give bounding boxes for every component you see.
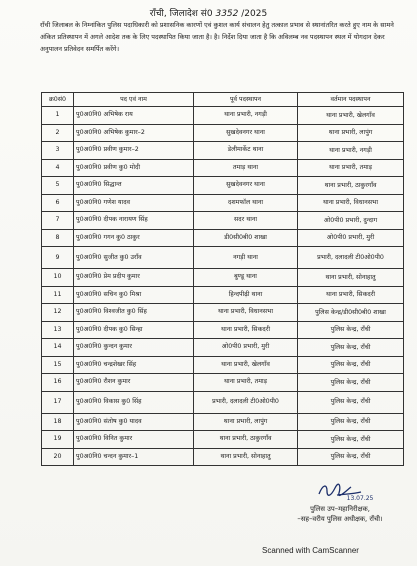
signature-date: 13.07.25	[346, 495, 374, 502]
cell-current-posting: थाना प्रभारी, लापुंग	[298, 124, 404, 142]
table-row	[42, 142, 404, 160]
cell-previous-posting: ओ0पी0 प्रभारी, मुरी	[194, 339, 298, 357]
cell-name: पु0अ0नि0 प्रेम प्रदीप कुमार	[74, 269, 194, 287]
cell-current-posting: पुलिस केन्द्र, राँची	[298, 339, 404, 357]
cell-name: पु0अ0नि0 अभिषेक राय	[74, 107, 194, 125]
cell-current-posting: पुलिस केन्द्र, राँची	[298, 413, 404, 431]
cell-previous-posting: थाना प्रभारी, विधानसभा	[194, 304, 298, 322]
order-number: 3352	[215, 9, 239, 19]
cell-name: पु0अ0नि0 गगन कु0 ठाकुर	[74, 229, 194, 247]
cell-previous-posting: थाना प्रभारी, लापुंग	[194, 413, 298, 431]
table-row	[42, 374, 404, 392]
cell-serial: 19	[42, 431, 74, 449]
header-serial: क्र0सं0	[42, 93, 74, 107]
cell-previous-posting: नगड़ी थाना	[194, 247, 298, 269]
table-row	[42, 247, 404, 269]
cell-previous-posting: थाना प्रभारी, सिकदरी	[194, 321, 298, 339]
cell-current-posting: थाना प्रभारी, नगड़ी	[298, 142, 404, 160]
cell-serial: 6	[42, 194, 74, 212]
table-row	[42, 304, 404, 322]
cell-serial: 5	[42, 177, 74, 195]
camscanner-watermark: Scanned with CamScanner	[262, 546, 359, 555]
cell-name: पु0अ0नि0 दीपक कु0 सिन्हा	[74, 321, 194, 339]
cell-name: पु0अ0नि0 विनित कुमार	[74, 431, 194, 449]
table-row	[42, 431, 404, 449]
cell-name: पु0अ0नि0 चन्दन कुमार–1	[74, 448, 194, 466]
cell-serial: 12	[42, 304, 74, 322]
cell-serial: 15	[42, 356, 74, 374]
table-row	[42, 413, 404, 431]
table-row	[42, 194, 404, 212]
cell-name: पु0अ0नि0 गणेश यादव	[74, 194, 194, 212]
cell-previous-posting: सुखदेवनगर थाना	[194, 177, 298, 195]
cell-previous-posting: थाना प्रभारी, तमाड़	[194, 374, 298, 392]
cell-current-posting: पुलिस केन्द्र, राँची	[298, 356, 404, 374]
cell-serial: 11	[42, 286, 74, 304]
cell-serial: 18	[42, 413, 74, 431]
intro-paragraph: राँची जिलाबल के निम्नांकित पुलिस पदाधिकारी को प्रशासनिक कारणों एवं कुशल कार्य संचालन हेतु तत्काल प्रभाव से स्थानांतरित करते हुए नाम के सामने अंकित प्रतिस्थापन में अगले आदेश तक के लिए पदस्थापित किया जाता है। है। निर्देश दिया जाता है कि अविलम्ब नव पदस्थापन स्थल में योगदान देकर अनुपालन प्रतिवेदन समर्पित करेंगे।	[40, 21, 394, 53]
cell-previous-posting: थाना प्रभारी, खेलगाँव	[194, 356, 298, 374]
cell-serial: 10	[42, 269, 74, 287]
table-row	[42, 448, 404, 466]
cell-current-posting: पुलिस केन्द्र, राँची	[298, 431, 404, 449]
cell-name: पु0अ0नि0 सचिन कु0 मिश्रा	[74, 286, 194, 304]
cell-previous-posting: डेलीमार्केट थाना	[194, 142, 298, 160]
cell-name: पु0अ0नि0 सिद्धान्त	[74, 177, 194, 195]
header-previous-posting: पूर्व पदस्थापन	[194, 93, 298, 107]
cell-name: पु0अ0नि0 विश्वजीत कु0 सिंह	[74, 304, 194, 322]
table-row	[42, 124, 404, 142]
table-row	[42, 229, 404, 247]
cell-serial: 7	[42, 212, 74, 230]
cell-serial: 8	[42, 229, 74, 247]
cell-serial: 9	[42, 247, 74, 269]
cell-name: पु0अ0नि0 दीपक नारायण सिंह	[74, 212, 194, 230]
table-row	[42, 356, 404, 374]
cell-current-posting: थाना प्रभारी, सिकदरी	[298, 286, 404, 304]
cell-name: पु0अ0नि0 संतोष कु0 यादव	[74, 413, 194, 431]
cell-serial: 14	[42, 339, 74, 357]
transfer-table	[41, 92, 404, 466]
cell-current-posting: ओ0पी0 प्रभारी, मुरी	[298, 229, 404, 247]
signature-block	[275, 482, 405, 524]
cell-current-posting: पुलिस केन्द्र/डी0सी0बी0 शाखा	[298, 304, 404, 322]
table-row	[42, 339, 404, 357]
cell-current-posting: प्रभारी, दलादली टी0ओ0पी0	[298, 247, 404, 269]
cell-previous-posting: दशमफॉल थाना	[194, 194, 298, 212]
cell-previous-posting: सुखदेवनगर थाना	[194, 124, 298, 142]
cell-name: पु0अ0नि0 प्रवीण कु0 मोदी	[74, 159, 194, 177]
cell-serial: 3	[42, 142, 74, 160]
office-date-prefix: राँची, जिलादेश सं0	[149, 9, 213, 19]
table-row	[42, 391, 404, 413]
table-row	[42, 212, 404, 230]
cell-previous-posting: थाना प्रभारी, नगड़ी	[194, 107, 298, 125]
header-current-posting: वर्तमान पदस्थापन	[298, 93, 404, 107]
cell-current-posting: पुलिस केन्द्र, राँची	[298, 448, 404, 466]
table-row	[42, 269, 404, 287]
table-row	[42, 286, 404, 304]
cell-name: पु0अ0नि0 विकास कु0 सिंह	[74, 391, 194, 413]
cell-previous-posting: प्रभारी, दलादली टी0ओ0पी0	[194, 391, 298, 413]
cell-serial: 16	[42, 374, 74, 392]
cell-previous-posting: बुण्डू थाना	[194, 269, 298, 287]
cell-current-posting: पुलिस केन्द्र, राँची	[298, 321, 404, 339]
signatory-title: पुलिस उप–महानिरीक्षक,	[310, 505, 370, 513]
table-row	[42, 177, 404, 195]
cell-previous-posting: हिन्दपीढ़ी थाना	[194, 286, 298, 304]
cell-serial: 1	[42, 107, 74, 125]
cell-current-posting: थाना प्रभारी, तमाड़	[298, 159, 404, 177]
cell-current-posting: पुलिस केन्द्र, राँची	[298, 374, 404, 392]
header-name: पद एवं नाम	[74, 93, 194, 107]
cell-serial: 4	[42, 159, 74, 177]
table-row	[42, 107, 404, 125]
cell-name: पु0अ0नि0 चन्द्रशेखर सिंह	[74, 356, 194, 374]
cell-previous-posting: डी0सी0बी0 शाखा	[194, 229, 298, 247]
cell-current-posting: थाना प्रभारी, सोनाहातु	[298, 269, 404, 287]
cell-current-posting: थाना प्रभारी, खेलगाँव	[298, 107, 404, 125]
order-year: /2025	[241, 9, 268, 19]
table-row	[42, 321, 404, 339]
cell-name: पु0अ0नि0 रौशन कुमार	[74, 374, 194, 392]
cell-serial: 17	[42, 391, 74, 413]
cell-previous-posting: तमाड़ थाना	[194, 159, 298, 177]
cell-current-posting: ओ0पी0 प्रभारी, दुन्दाग	[298, 212, 404, 230]
cell-name: पु0अ0नि0 प्रवीण कुमार–2	[74, 142, 194, 160]
cell-current-posting: पुलिस केन्द्र, राँची	[298, 391, 404, 413]
signatory-subtitle: –सह–वरीय पुलिस अधीक्षक, राँची।	[297, 515, 383, 523]
cell-serial: 2	[42, 124, 74, 142]
cell-previous-posting: थाना प्रभारी, सोनाहातु	[194, 448, 298, 466]
table-header-row	[42, 93, 404, 107]
cell-name: पु0अ0नि0 कुन्दन कुमार	[74, 339, 194, 357]
cell-serial: 13	[42, 321, 74, 339]
cell-serial: 20	[42, 448, 74, 466]
cell-name: पु0अ0नि0 सुजीत कु0 उराँव	[74, 247, 194, 269]
cell-name: पु0अ0नि0 अभिषेक कुमार–2	[74, 124, 194, 142]
cell-current-posting: थाना प्रभारी, ठाकुरगाँव	[298, 177, 404, 195]
cell-previous-posting: थाना प्रभारी, ठाकुरगाँव	[194, 431, 298, 449]
table-row	[42, 159, 404, 177]
cell-current-posting: थाना प्रभारी, विधानसभा	[298, 194, 404, 212]
cell-previous-posting: सदर थाना	[194, 212, 298, 230]
order-header	[0, 6, 417, 19]
